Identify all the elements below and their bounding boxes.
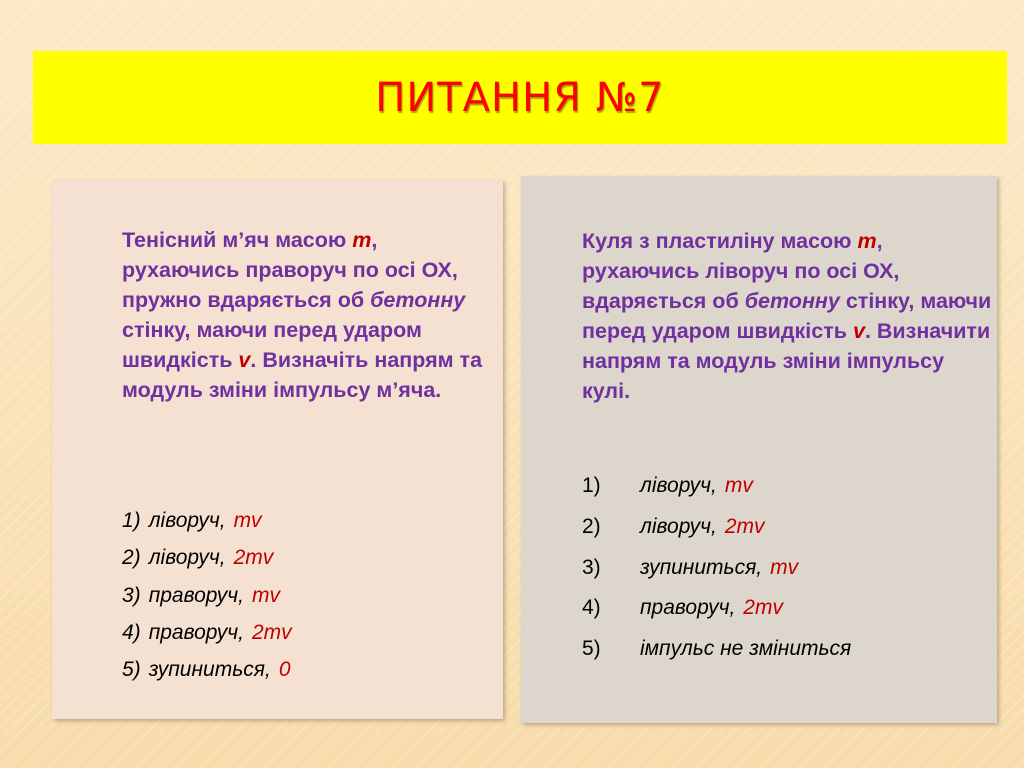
option-text: ліворуч, [640,515,717,538]
left-question-text [122,225,492,405]
option-number: 1) [582,474,601,497]
option-number: 5) [122,658,141,681]
right-answer-option[interactable] [582,556,798,580]
right-question-text [582,226,992,406]
right-question-part: , рухаючись ліворуч по осі ОХ, вдаряється об [582,229,900,313]
option-text: праворуч, [148,621,244,644]
right-emphasis-word: бетонну [744,289,840,313]
option-text: зупиниться, [148,658,271,681]
right-mass-symbol: m [857,229,877,253]
option-number: 3) [122,584,141,607]
option-value: 2mv [743,596,783,619]
option-number: 2) [122,546,141,569]
option-number: 4) [122,621,141,644]
option-value: mv [233,509,262,532]
left-velocity-symbol: v [238,348,251,372]
option-text: імпульс не зміниться [640,637,852,660]
option-number: 3) [582,556,601,579]
left-answer-option[interactable] [122,658,291,682]
right-question-panel [521,176,997,723]
left-mass-symbol: m [352,228,372,252]
slide-title: ПИТАННЯ №7 [375,74,665,121]
option-text: праворуч, [148,584,244,607]
right-velocity-symbol: v [852,319,865,343]
left-question-panel [52,180,503,719]
option-text: зупиниться, [640,556,763,579]
option-value: 2mv [233,546,274,569]
option-number: 1) [122,509,141,532]
left-question-part: стінку, маючи перед ударом швидкість [122,318,422,372]
left-answer-option[interactable] [122,509,262,533]
option-value: 2mv [251,621,292,644]
option-value: mv [251,584,280,607]
left-question-part: , рухаючись праворуч по осі ОХ, пружно вдаряється об [122,228,458,312]
left-answer-option[interactable] [122,546,273,570]
option-text: ліворуч, [640,474,717,497]
title-bar [33,51,1007,144]
right-question-part: Куля з пластиліну масою [582,229,858,253]
right-answer-option[interactable] [582,474,753,498]
option-text: праворуч, [640,596,736,619]
option-value: 2mv [724,515,765,538]
option-value: mv [724,474,753,497]
option-number: 5) [582,637,601,660]
right-answer-option[interactable] [582,637,859,661]
option-value: 0 [278,658,291,681]
right-question-part: . Визначити напрям та модуль зміни імпульсу кулі. [582,319,991,403]
option-value: mv [770,556,799,579]
option-number: 2) [582,515,601,538]
option-number: 4) [582,596,601,619]
left-question-part: Тенісний м’яч масою [122,228,353,252]
left-question-part: . Визначіть напрям та модуль зміни імпульсу м’яча. [122,348,483,402]
option-text: ліворуч, [148,546,226,569]
left-emphasis-word: бетонну [370,288,466,312]
option-text: ліворуч, [148,509,226,532]
right-answer-option[interactable] [582,515,765,539]
right-answer-option[interactable] [582,596,783,620]
right-question-part: стінку, маючи перед ударом швидкість [582,289,992,343]
left-answer-option[interactable] [122,584,280,608]
left-answer-option[interactable] [122,621,292,645]
